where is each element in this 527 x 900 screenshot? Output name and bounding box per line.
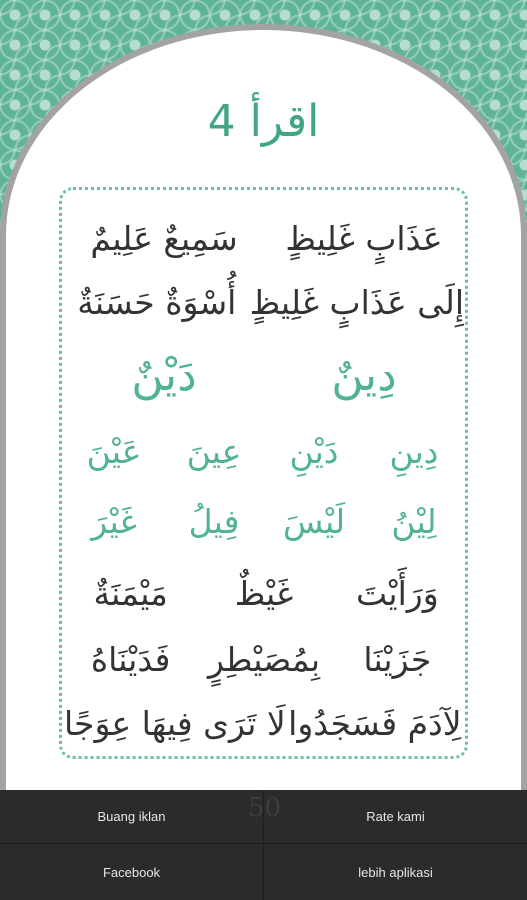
arabic-word: عَذَابٍ غَلِيظٍ	[285, 219, 443, 258]
arabic-word: عِينَ	[186, 432, 242, 471]
lesson-title: اقرأ 4	[207, 96, 320, 147]
arabic-word: دَيْنِ	[289, 432, 339, 471]
lesson-line-5	[64, 490, 464, 554]
arabic-word: لَيْسَ	[282, 502, 346, 541]
lesson-line-3	[64, 344, 464, 408]
lesson-line-6	[64, 562, 464, 626]
arabic-word: مَيْمَنَةٌ	[93, 574, 168, 613]
arabic-word: أُسْوَةٌ حَسَنَةٌ	[77, 283, 237, 322]
arabic-word: جَزَيْنَا	[363, 640, 432, 679]
arabic-word: غَيْرَ	[91, 502, 137, 541]
arabic-word: إِلَى عَذَابٍ غَلِيظٍ	[249, 283, 464, 322]
page-number: 50	[248, 793, 282, 823]
arabic-word: وَرَأَيْتَ	[356, 574, 439, 613]
rate-us-button[interactable]: Rate kami	[366, 809, 425, 824]
arabic-word: دِينِ	[389, 432, 439, 471]
arabic-word: لَا تَرَى فِيهَا عِوَجًا	[64, 704, 286, 743]
lesson-line-7	[64, 628, 464, 692]
arabic-word: فَدَيْنَاهُ	[90, 640, 171, 679]
lesson-line-8	[64, 692, 464, 756]
facebook-button[interactable]: Facebook	[102, 864, 161, 880]
arabic-word: غَيْظٌ	[234, 574, 294, 613]
lesson-line-4	[64, 420, 464, 484]
arabic-word: لِآدَمَ فَسَجَدُوا	[288, 704, 462, 743]
lesson-line-1	[64, 207, 464, 271]
arabic-word: بِمُصَيْطِرٍ	[207, 640, 321, 679]
arabic-word: سَمِيعٌ عَلِيمٌ	[90, 219, 238, 258]
remove-ads-button[interactable]: Buang iklan	[97, 809, 166, 824]
lesson-line-2	[64, 271, 464, 335]
arabic-word: لِيْنُ	[391, 502, 437, 541]
arabic-word: عَيْنَ	[86, 432, 142, 471]
arabic-word: فِيلُ	[188, 502, 240, 541]
more-apps-button[interactable]: lebih aplikasi	[358, 864, 433, 880]
arabic-word: دَيْنٌ	[131, 350, 197, 401]
arabic-word: دِينٌ	[331, 350, 397, 401]
